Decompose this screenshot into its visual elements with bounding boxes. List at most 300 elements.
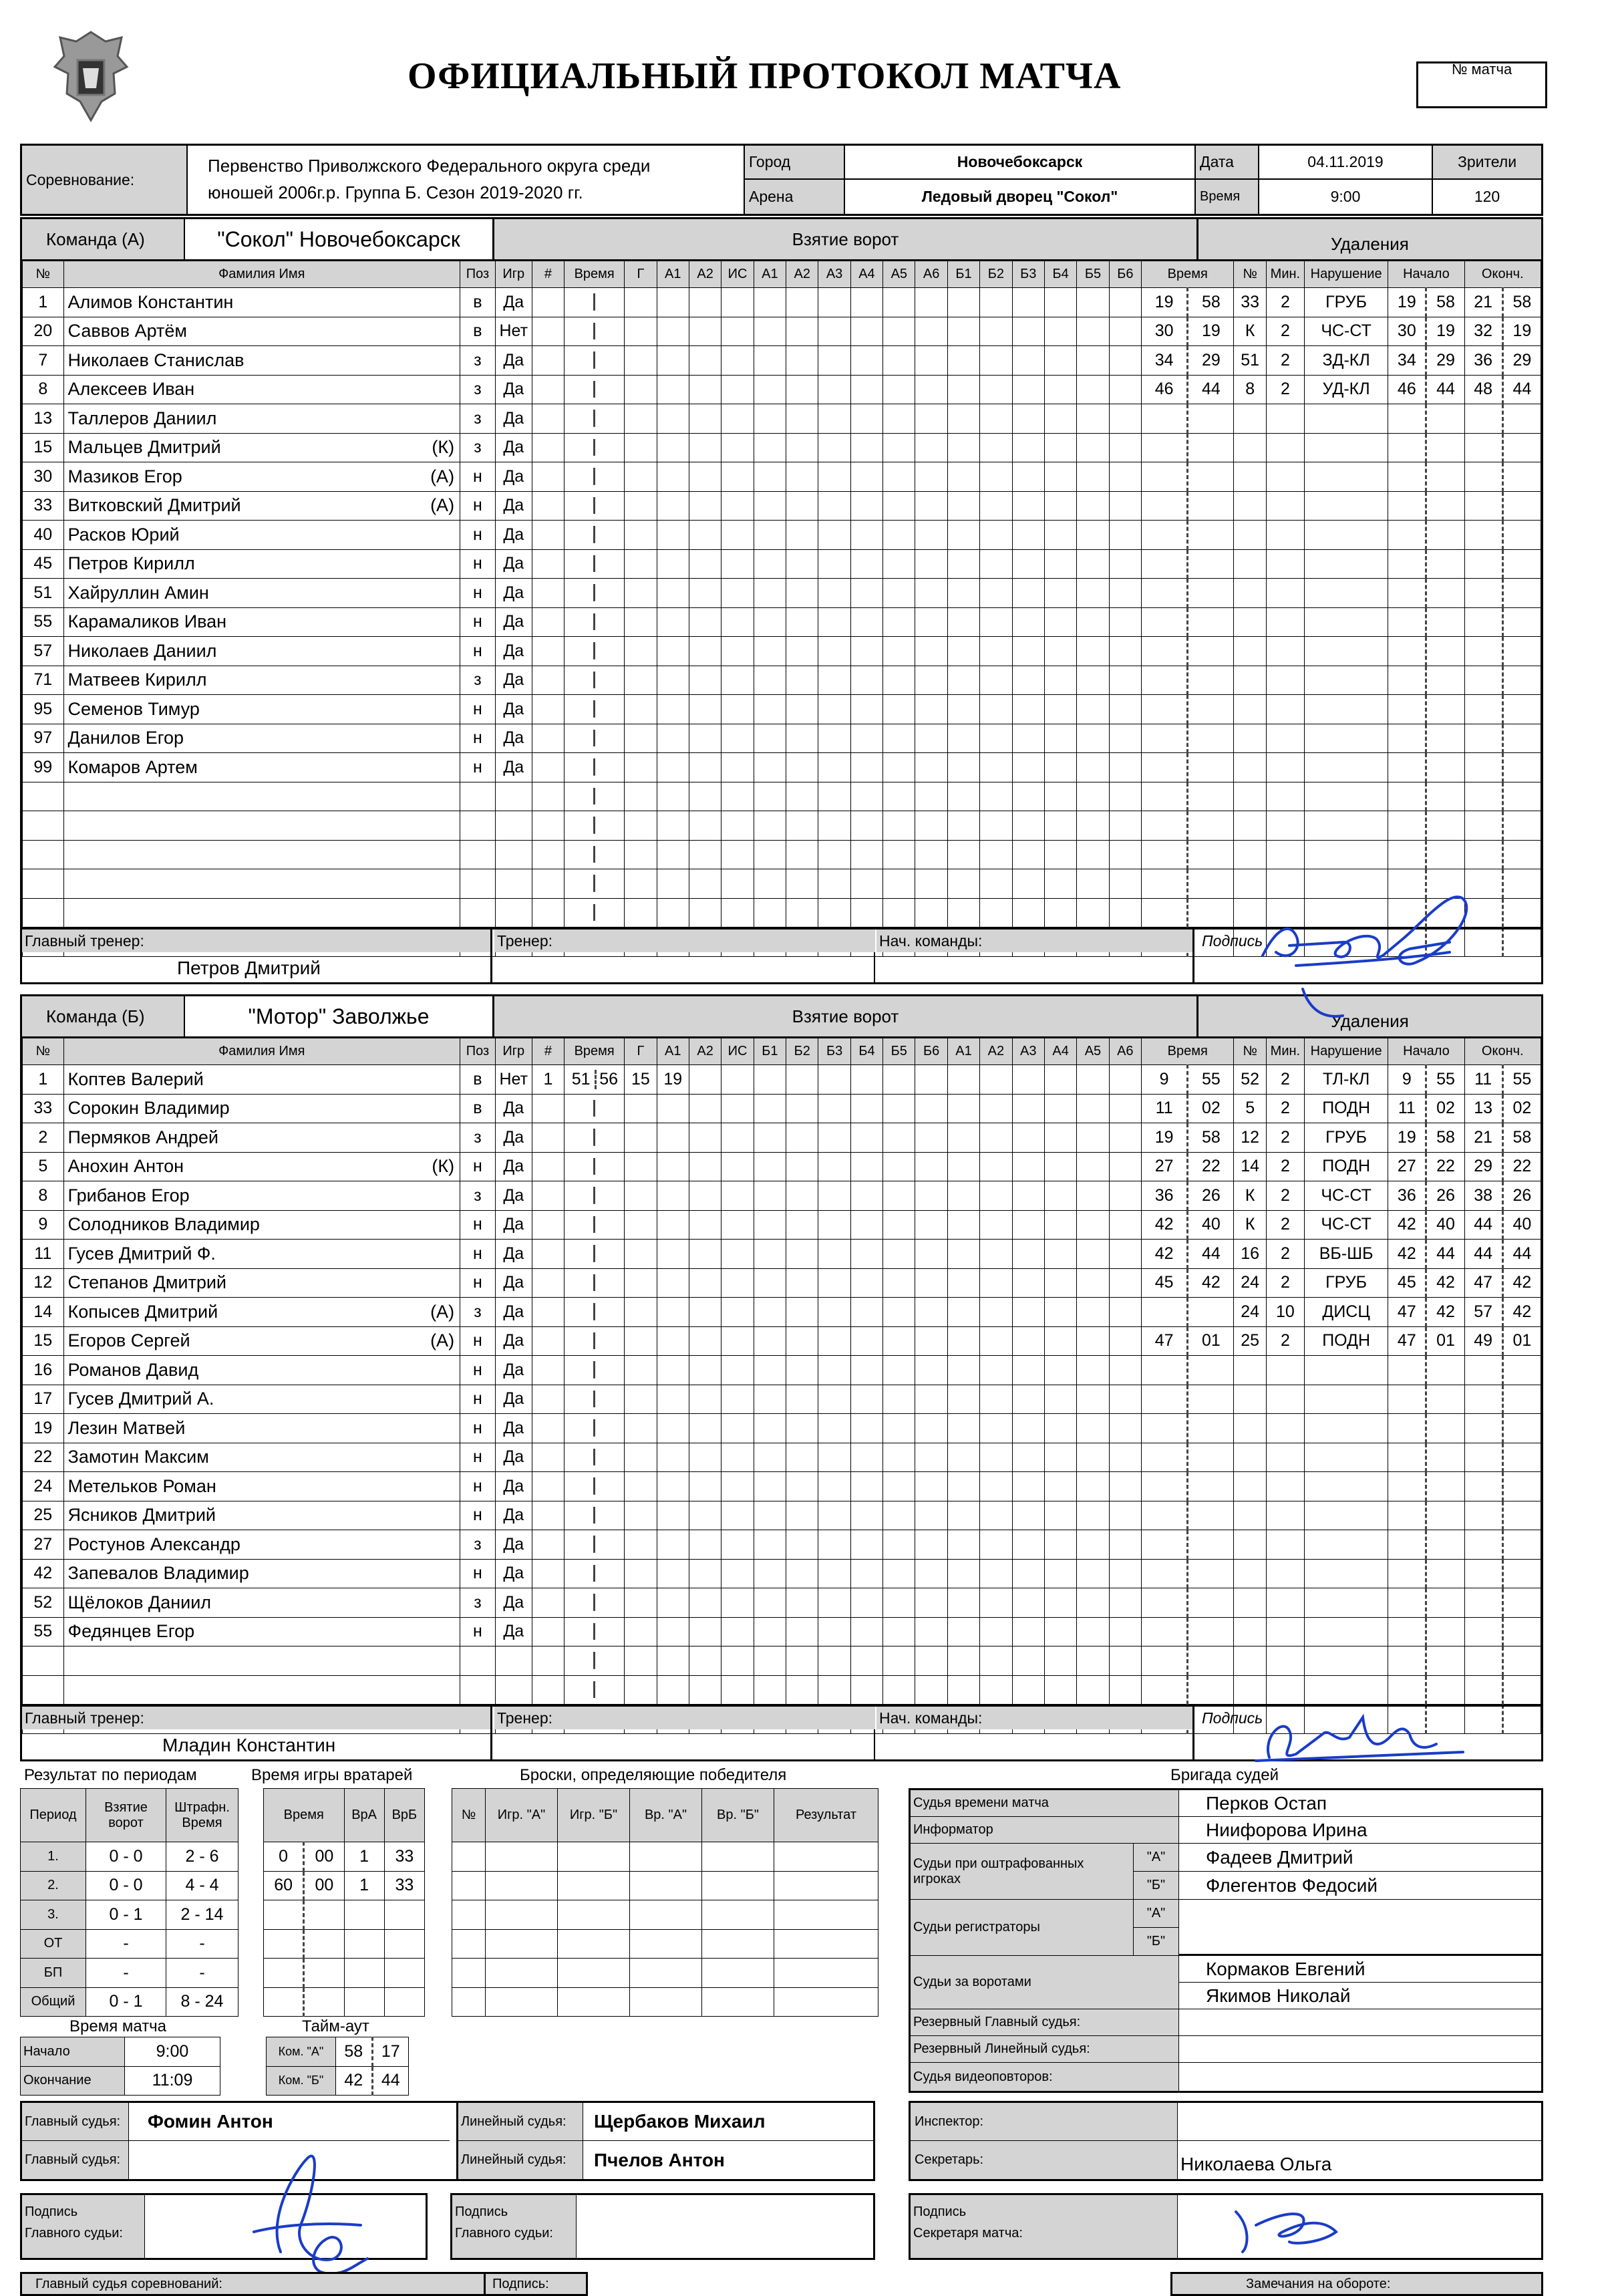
goal-cell[interactable] [1109,869,1141,899]
goal-time[interactable] [565,1617,625,1646]
pen-end-min[interactable] [1464,695,1502,724]
goal-cell[interactable] [1109,1152,1141,1181]
goal-time[interactable] [565,1501,625,1530]
player-name[interactable] [63,695,460,724]
goal-cell[interactable] [532,811,564,841]
goal-cell[interactable] [721,607,754,637]
goal-cell[interactable] [625,898,657,927]
goal-cell[interactable] [625,491,657,521]
goal-cell[interactable] [947,521,979,550]
goal-cell[interactable] [754,1559,786,1588]
goal-cell[interactable] [625,317,657,346]
goal-cell[interactable] [947,898,979,927]
goal-cell[interactable] [1109,695,1141,724]
pen-time-min[interactable] [1142,1675,1188,1705]
goal-cell[interactable] [721,811,754,841]
goal-cell[interactable] [532,607,564,637]
shootout-cell[interactable] [452,1929,486,1959]
pen-minutes[interactable] [1266,521,1304,550]
goal-cell[interactable] [754,666,786,695]
goal-cell[interactable] [980,1414,1012,1443]
pen-start-min[interactable]: 45 [1388,1268,1426,1298]
goal-cell[interactable] [883,1385,915,1414]
goal-cell[interactable] [883,579,915,608]
pen-end-sec[interactable] [1502,433,1541,462]
goal-cell[interactable] [1077,1356,1109,1385]
pen-time-sec[interactable]: 42 [1188,1268,1234,1298]
goal-cell[interactable] [625,1675,657,1705]
goal-cell[interactable] [625,1356,657,1385]
player-name[interactable] [63,1472,460,1501]
goal-cell[interactable] [850,811,882,841]
player-name[interactable] [63,1152,460,1181]
goal-cell[interactable] [915,1530,947,1560]
goal-cell[interactable] [1012,840,1044,869]
goal-cell[interactable] [625,724,657,753]
goal-cell[interactable] [689,811,721,841]
pen-time-sec[interactable]: 58 [1188,288,1234,317]
player-number[interactable]: 25 [23,1501,64,1530]
goal-cell[interactable] [786,1414,818,1443]
goalie-cell[interactable]: 00 [304,1871,344,1900]
goal-time[interactable] [565,288,625,317]
pen-time-sec[interactable] [1188,433,1234,462]
goal-cell[interactable] [947,317,979,346]
goal-cell[interactable] [915,549,947,579]
goal-cell[interactable] [754,1646,786,1676]
pen-end-sec[interactable]: 29 [1502,346,1541,376]
pen-end-min[interactable] [1464,840,1502,869]
goal-cell[interactable] [1077,1326,1109,1356]
goal-time[interactable] [565,666,625,695]
pen-start-min[interactable] [1388,579,1426,608]
pen-minutes[interactable]: 2 [1266,288,1304,317]
goal-cell[interactable] [1109,433,1141,462]
goal-cell[interactable] [721,1065,754,1095]
goal-cell[interactable] [980,1588,1012,1618]
goal-cell[interactable] [721,1472,754,1501]
goal-cell[interactable] [754,1501,786,1530]
goal-cell[interactable] [915,1414,947,1443]
goal-cell[interactable] [947,811,979,841]
pen-player[interactable] [1234,521,1266,550]
goal-cell[interactable] [532,1617,564,1646]
goal-cell[interactable] [1044,898,1076,927]
goal-cell[interactable] [625,1240,657,1269]
pen-time-min[interactable] [1142,840,1188,869]
pen-time-min[interactable] [1142,753,1188,782]
pen-minutes[interactable]: 2 [1266,1152,1304,1181]
pen-player[interactable] [1234,433,1266,462]
pen-minutes[interactable] [1266,433,1304,462]
goal-cell[interactable] [1012,1385,1044,1414]
pen-player[interactable] [1234,637,1266,666]
player-name[interactable] [63,869,460,899]
goal-cell[interactable] [689,753,721,782]
goal-cell[interactable] [754,1414,786,1443]
goal-cell[interactable] [1044,1123,1076,1153]
pen-end-sec[interactable] [1502,1530,1541,1560]
player-number[interactable]: 22 [23,1443,64,1472]
goal-cell[interactable]: 1 [532,1065,564,1095]
pen-end-sec[interactable] [1502,724,1541,753]
goal-cell[interactable] [786,695,818,724]
pen-minutes[interactable]: 10 [1266,1298,1304,1327]
goal-cell[interactable] [657,637,689,666]
goal-cell[interactable] [1109,1356,1141,1385]
goal-cell[interactable] [1109,724,1141,753]
goalie-cell[interactable] [304,1929,344,1959]
goal-cell[interactable] [721,1588,754,1618]
goal-cell[interactable] [818,782,850,811]
reserve-main-field[interactable] [1179,2009,1541,2036]
goal-cell[interactable] [657,753,689,782]
goal-cell[interactable] [818,869,850,899]
pen-end-sec[interactable] [1502,1617,1541,1646]
goal-cell[interactable] [1012,1617,1044,1646]
goal-cell[interactable] [818,1646,850,1676]
pen-player[interactable] [1234,1559,1266,1588]
goal-cell[interactable] [625,1472,657,1501]
pen-end-min[interactable] [1464,549,1502,579]
goal-cell[interactable] [1077,1501,1109,1530]
shootout-cell[interactable] [558,1959,630,1988]
goal-cell[interactable] [947,1210,979,1240]
shootout-cell[interactable] [630,1900,702,1930]
pen-player[interactable]: 8 [1234,375,1266,404]
goal-cell[interactable] [689,1530,721,1560]
pen-end-sec[interactable]: 44 [1502,375,1541,404]
goal-cell[interactable] [947,1356,979,1385]
goal-cell[interactable] [1109,1210,1141,1240]
pen-end-sec[interactable]: 42 [1502,1268,1541,1298]
pen-end-min[interactable] [1464,1530,1502,1560]
pen-infraction[interactable] [1304,724,1388,753]
pen-start-sec[interactable] [1426,1530,1464,1560]
goal-time[interactable] [565,869,625,899]
goal-cell[interactable] [754,375,786,404]
goal-cell[interactable] [818,317,850,346]
goal-cell[interactable] [689,1675,721,1705]
goal-cell[interactable] [1109,898,1141,927]
pen-player[interactable]: К [1234,317,1266,346]
goal-cell[interactable] [818,288,850,317]
goal-cell[interactable] [1109,404,1141,434]
pen-end-sec[interactable]: 58 [1502,1123,1541,1153]
goal-cell[interactable] [818,811,850,841]
pen-time-min[interactable] [1142,433,1188,462]
goal-cell[interactable] [1012,491,1044,521]
goal-cell[interactable] [754,1356,786,1385]
pen-start-sec[interactable] [1426,782,1464,811]
pen-time-min[interactable] [1142,1559,1188,1588]
goal-cell[interactable] [721,579,754,608]
pen-player[interactable] [1234,695,1266,724]
player-number[interactable]: 12 [23,1268,64,1298]
pen-start-sec[interactable] [1426,637,1464,666]
goal-cell[interactable] [915,753,947,782]
pen-infraction[interactable]: ЧС-СТ [1304,1181,1388,1211]
pen-start-min[interactable] [1388,549,1426,579]
player-number[interactable]: 19 [23,1414,64,1443]
goal-cell[interactable] [1044,753,1076,782]
goal-cell[interactable] [1044,1240,1076,1269]
player-name[interactable] [63,840,460,869]
pen-minutes[interactable] [1266,724,1304,753]
goal-cell[interactable] [818,1675,850,1705]
goal-cell[interactable] [1044,1443,1076,1472]
goal-cell[interactable] [947,1268,979,1298]
pen-infraction[interactable] [1304,840,1388,869]
goal-cell[interactable] [850,433,882,462]
goal-cell[interactable] [532,433,564,462]
player-name[interactable] [63,811,460,841]
pen-minutes[interactable]: 2 [1266,1326,1304,1356]
goal-cell[interactable] [883,521,915,550]
pen-start-min[interactable] [1388,724,1426,753]
goal-cell[interactable] [818,1326,850,1356]
player-number[interactable]: 1 [23,1065,64,1095]
goal-cell[interactable] [1012,1414,1044,1443]
goalie-cell[interactable] [384,1929,424,1959]
pen-end-min[interactable]: 48 [1464,375,1502,404]
goal-cell[interactable] [721,1530,754,1560]
goal-cell[interactable] [657,579,689,608]
goal-cell[interactable] [532,1298,564,1327]
pen-end-sec[interactable] [1502,811,1541,841]
goal-cell[interactable] [980,549,1012,579]
goal-time[interactable] [565,898,625,927]
pen-time-sec[interactable] [1188,1559,1234,1588]
goal-cell[interactable] [818,695,850,724]
pen-start-sec[interactable] [1426,549,1464,579]
goal-cell[interactable] [689,404,721,434]
goal-cell[interactable] [625,1530,657,1560]
goal-cell[interactable] [850,1530,882,1560]
goal-cell[interactable] [1109,1530,1141,1560]
goal-cell[interactable] [1012,1181,1044,1211]
goal-time[interactable] [565,1385,625,1414]
goal-cell[interactable] [786,637,818,666]
goal-cell[interactable] [850,869,882,899]
goal-cell[interactable] [1044,1326,1076,1356]
goal-cell[interactable] [532,1559,564,1588]
goal-cell[interactable] [1109,637,1141,666]
pen-infraction[interactable] [1304,1646,1388,1676]
pen-time-sec[interactable] [1188,666,1234,695]
goal-time[interactable] [565,317,625,346]
pen-time-sec[interactable] [1188,637,1234,666]
goal-cell[interactable] [1012,433,1044,462]
goal-cell[interactable] [980,1617,1012,1646]
goal-cell[interactable] [1044,375,1076,404]
goal-cell[interactable] [689,579,721,608]
shootout-cell[interactable] [774,1959,878,1988]
goal-cell[interactable] [1109,1675,1141,1705]
goal-cell[interactable] [980,375,1012,404]
goal-cell[interactable] [883,404,915,434]
player-name[interactable] [63,375,460,404]
pen-time-sec[interactable]: 29 [1188,346,1234,376]
goal-cell[interactable] [689,1152,721,1181]
shootout-cell[interactable] [486,1959,558,1988]
shootout-cell[interactable] [558,1900,630,1930]
goal-cell[interactable] [1044,1530,1076,1560]
goal-cell[interactable] [883,549,915,579]
goal-cell[interactable] [657,404,689,434]
goal-cell[interactable] [850,607,882,637]
pen-start-min[interactable]: 47 [1388,1298,1426,1327]
goal-cell[interactable] [657,1675,689,1705]
goal-cell[interactable] [754,1065,786,1095]
goal-cell[interactable] [689,1646,721,1676]
pen-end-min[interactable]: 21 [1464,288,1502,317]
goal-cell[interactable] [657,1443,689,1472]
goal-cell[interactable] [947,462,979,492]
pen-end-min[interactable]: 49 [1464,1326,1502,1356]
goal-cell[interactable] [947,375,979,404]
pen-start-min[interactable] [1388,521,1426,550]
goal-cell[interactable] [818,1268,850,1298]
goal-cell[interactable] [850,1414,882,1443]
goal-cell[interactable] [980,1181,1012,1211]
goal-cell[interactable] [915,1123,947,1153]
player-number[interactable]: 33 [23,491,64,521]
goal-time[interactable] [565,1414,625,1443]
pen-minutes[interactable] [1266,607,1304,637]
goal-cell[interactable] [532,1152,564,1181]
pen-time-min[interactable]: 27 [1142,1152,1188,1181]
goal-cell[interactable] [689,637,721,666]
goal-cell[interactable] [1109,1501,1141,1530]
goal-cell[interactable] [915,1210,947,1240]
pen-start-min[interactable] [1388,1559,1426,1588]
goal-cell[interactable] [754,1443,786,1472]
goal-cell[interactable] [883,753,915,782]
pen-player[interactable] [1234,491,1266,521]
goal-cell[interactable] [786,1501,818,1530]
goal-cell[interactable] [1077,1181,1109,1211]
goal-cell[interactable] [883,898,915,927]
player-number[interactable]: 8 [23,1181,64,1211]
goal-cell[interactable] [980,666,1012,695]
shootout-cell[interactable] [630,1871,702,1900]
goal-cell[interactable] [721,1094,754,1123]
goal-cell[interactable] [980,491,1012,521]
pen-end-min[interactable] [1464,1646,1502,1676]
pen-start-min[interactable]: 19 [1388,288,1426,317]
goal-cell[interactable] [915,1646,947,1676]
pen-start-min[interactable]: 19 [1388,1123,1426,1153]
goal-cell[interactable] [1012,288,1044,317]
pen-start-sec[interactable] [1426,1559,1464,1588]
goal-cell[interactable] [721,317,754,346]
goal-cell[interactable] [754,1240,786,1269]
goal-cell[interactable] [1044,840,1076,869]
goal-cell[interactable] [625,1298,657,1327]
goal-cell[interactable] [532,869,564,899]
goal-cell[interactable] [915,666,947,695]
goal-cell[interactable] [883,462,915,492]
goal-cell[interactable] [947,1385,979,1414]
goal-cell[interactable] [721,1240,754,1269]
shootout-cell[interactable] [452,1871,486,1900]
shootout-cell[interactable] [452,1900,486,1930]
goal-cell[interactable] [625,1210,657,1240]
goal-cell[interactable] [1077,898,1109,927]
pen-time-sec[interactable]: 40 [1188,1210,1234,1240]
goalie-cell[interactable] [304,1900,344,1930]
goal-cell[interactable] [625,375,657,404]
pen-start-sec[interactable]: 42 [1426,1268,1464,1298]
goal-cell[interactable] [786,724,818,753]
goal-cell[interactable] [532,1123,564,1153]
goal-cell[interactable] [657,462,689,492]
goal-cell[interactable] [1044,1094,1076,1123]
shootout-cell[interactable] [774,1987,878,2017]
pen-infraction[interactable] [1304,607,1388,637]
goal-cell[interactable] [1012,521,1044,550]
goal-cell[interactable] [657,1356,689,1385]
player-name[interactable] [63,433,460,462]
pen-start-sec[interactable]: 44 [1426,1240,1464,1269]
pen-minutes[interactable] [1266,695,1304,724]
goal-cell[interactable] [1012,1356,1044,1385]
goal-time[interactable] [565,1268,625,1298]
goal-cell[interactable] [818,753,850,782]
pen-minutes[interactable]: 2 [1266,1268,1304,1298]
pen-infraction[interactable] [1304,1472,1388,1501]
goal-cell[interactable] [786,1298,818,1327]
goal-cell[interactable] [980,753,1012,782]
shootout-cell[interactable] [486,1871,558,1900]
goal-cell[interactable] [818,549,850,579]
pen-end-sec[interactable] [1502,840,1541,869]
pen-player[interactable] [1234,1385,1266,1414]
pen-start-sec[interactable] [1426,1443,1464,1472]
goal-cell[interactable] [818,1385,850,1414]
goal-cell[interactable] [1077,1617,1109,1646]
goal-cell[interactable] [1012,1646,1044,1676]
player-number[interactable] [23,840,64,869]
goal-cell[interactable] [980,346,1012,376]
player-number[interactable] [23,1646,64,1676]
pen-time-sec[interactable] [1188,898,1234,927]
player-number[interactable]: 51 [23,579,64,608]
goal-cell[interactable] [947,1298,979,1327]
goal-cell[interactable] [532,404,564,434]
goal-cell[interactable] [1109,1181,1141,1211]
goal-cell[interactable] [1044,288,1076,317]
goal-time[interactable] [565,1588,625,1618]
goal-cell[interactable] [980,288,1012,317]
goal-cell[interactable] [980,1240,1012,1269]
goal-cell[interactable] [947,1501,979,1530]
goal-time[interactable] [565,1210,625,1240]
goal-cell[interactable] [532,695,564,724]
goal-cell[interactable] [915,462,947,492]
goal-cell[interactable] [1109,1240,1141,1269]
pen-end-sec[interactable]: 01 [1502,1326,1541,1356]
goal-cell[interactable] [754,288,786,317]
goal-cell[interactable] [915,288,947,317]
player-number[interactable]: 33 [23,1094,64,1123]
goal-cell[interactable] [1077,1472,1109,1501]
goal-cell[interactable] [818,404,850,434]
goalie-cell[interactable] [384,1959,424,1988]
goal-cell[interactable] [754,433,786,462]
goal-cell[interactable] [1012,607,1044,637]
